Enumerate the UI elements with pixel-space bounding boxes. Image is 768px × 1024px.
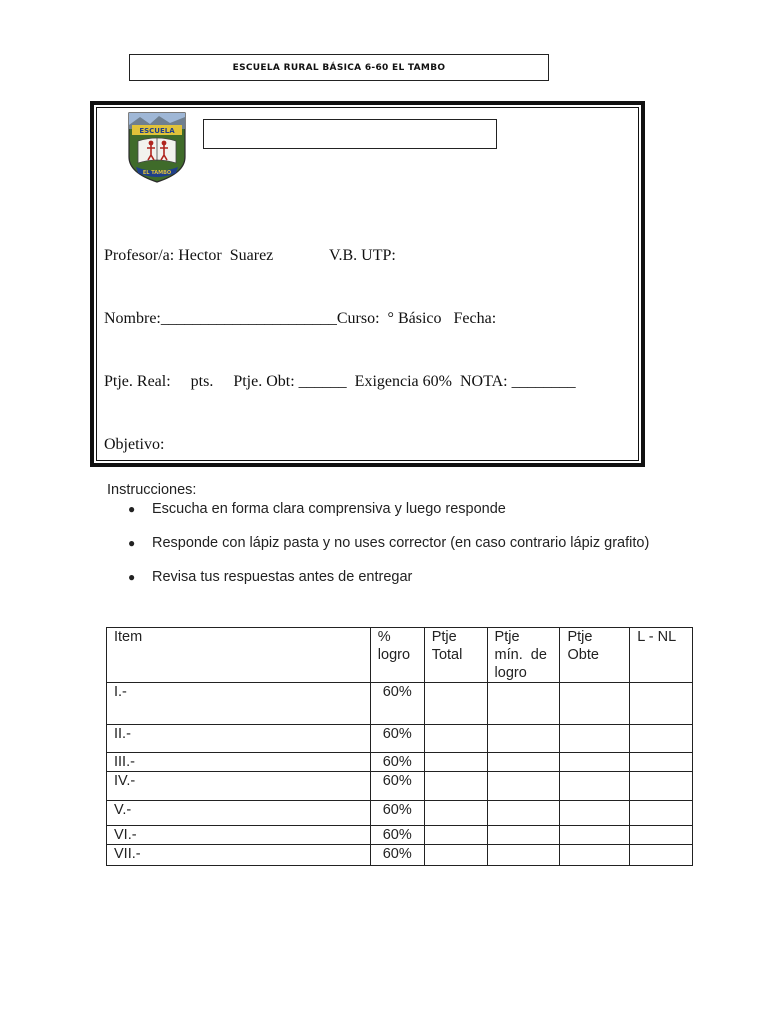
header-item: Item bbox=[107, 628, 371, 683]
score-line: Ptje. Real: pts. Ptje. Obt: ______ Exigencia 60% NOTA: ________ bbox=[104, 373, 576, 390]
row-percent: 60% bbox=[370, 845, 424, 866]
header-percent-achievement: % logro bbox=[370, 628, 424, 683]
instructions-heading: Instrucciones: bbox=[107, 482, 197, 498]
row-lnl-cell bbox=[630, 683, 693, 725]
instruction-item bbox=[107, 533, 667, 554]
row-percent: 60% bbox=[370, 801, 424, 826]
bullet-icon: ● bbox=[128, 502, 136, 516]
row-total-score-cell bbox=[424, 845, 487, 866]
header-total-score: Ptje Total bbox=[424, 628, 487, 683]
instruction-item bbox=[107, 499, 667, 520]
row-min-score-cell bbox=[487, 683, 560, 725]
row-min-score-cell bbox=[487, 753, 560, 772]
row-percent: 60% bbox=[370, 826, 424, 845]
row-obtained-score-cell bbox=[560, 801, 630, 826]
row-lnl-cell bbox=[630, 753, 693, 772]
row-item-label: III.- bbox=[107, 753, 371, 772]
row-min-score-cell bbox=[487, 826, 560, 845]
school-name-header bbox=[129, 54, 549, 81]
row-total-score-cell bbox=[424, 801, 487, 826]
school-crest-logo bbox=[126, 111, 188, 184]
row-lnl-cell bbox=[630, 845, 693, 866]
table-row bbox=[107, 725, 693, 753]
table-row bbox=[107, 772, 693, 801]
exam-title-box bbox=[203, 119, 497, 149]
row-obtained-score-cell bbox=[560, 725, 630, 753]
row-item-label: I.- bbox=[107, 683, 371, 725]
row-total-score-cell bbox=[424, 753, 487, 772]
instructions-list bbox=[107, 499, 667, 588]
table-row bbox=[107, 683, 693, 725]
row-min-score-cell bbox=[487, 801, 560, 826]
row-obtained-score-cell bbox=[560, 772, 630, 801]
row-item-label: V.- bbox=[107, 801, 371, 826]
table-row bbox=[107, 826, 693, 845]
row-obtained-score-cell bbox=[560, 753, 630, 772]
grading-table bbox=[106, 627, 693, 866]
crest-top-text: ESCUELA bbox=[139, 127, 175, 135]
row-item-label: II.- bbox=[107, 725, 371, 753]
instruction-item bbox=[107, 567, 667, 588]
school-name: ESCUELA RURAL BÁSICA 6-60 EL TAMBO bbox=[232, 62, 446, 73]
row-obtained-score-cell bbox=[560, 826, 630, 845]
row-obtained-score-cell bbox=[560, 683, 630, 725]
instruction-text: Responde con lápiz pasta y no uses corrector (en caso contrario lápiz grafito) bbox=[152, 535, 650, 551]
row-min-score-cell bbox=[487, 845, 560, 866]
instruction-text: Revisa tus respuestas antes de entregar bbox=[152, 569, 413, 585]
exam-info-fields bbox=[104, 203, 634, 476]
row-percent: 60% bbox=[370, 772, 424, 801]
header-achieved-not-achieved: L - NL bbox=[630, 628, 693, 683]
row-total-score-cell bbox=[424, 725, 487, 753]
instruction-text: Escucha en forma clara comprensiva y luego responde bbox=[152, 501, 506, 517]
row-lnl-cell bbox=[630, 725, 693, 753]
row-min-score-cell bbox=[487, 725, 560, 753]
row-lnl-cell bbox=[630, 801, 693, 826]
table-header-row bbox=[107, 628, 693, 683]
student-name-line: Nombre:______________________Curso: ° Básico Fecha: bbox=[104, 310, 497, 327]
instructions-section bbox=[107, 482, 667, 601]
row-lnl-cell bbox=[630, 772, 693, 801]
table-row bbox=[107, 845, 693, 866]
header-obtained-score: Ptje Obte bbox=[560, 628, 630, 683]
row-min-score-cell bbox=[487, 772, 560, 801]
row-item-label: VII.- bbox=[107, 845, 371, 866]
row-lnl-cell bbox=[630, 826, 693, 845]
row-obtained-score-cell bbox=[560, 845, 630, 866]
crest-bottom-text: EL TAMBO bbox=[142, 170, 172, 176]
objective-line: Objetivo: bbox=[104, 436, 165, 453]
bullet-icon: ● bbox=[128, 536, 136, 550]
row-percent: 60% bbox=[370, 683, 424, 725]
teacher-line: Profesor/a: Hector Suarez V.B. UTP: bbox=[104, 247, 396, 264]
row-percent: 60% bbox=[370, 753, 424, 772]
header-min-score: Ptje mín. de logro bbox=[487, 628, 560, 683]
row-total-score-cell bbox=[424, 826, 487, 845]
bullet-icon: ● bbox=[128, 570, 136, 584]
row-total-score-cell bbox=[424, 683, 487, 725]
row-item-label: IV.- bbox=[107, 772, 371, 801]
row-total-score-cell bbox=[424, 772, 487, 801]
table-row bbox=[107, 801, 693, 826]
row-item-label: VI.- bbox=[107, 826, 371, 845]
row-percent: 60% bbox=[370, 725, 424, 753]
table-row bbox=[107, 753, 693, 772]
